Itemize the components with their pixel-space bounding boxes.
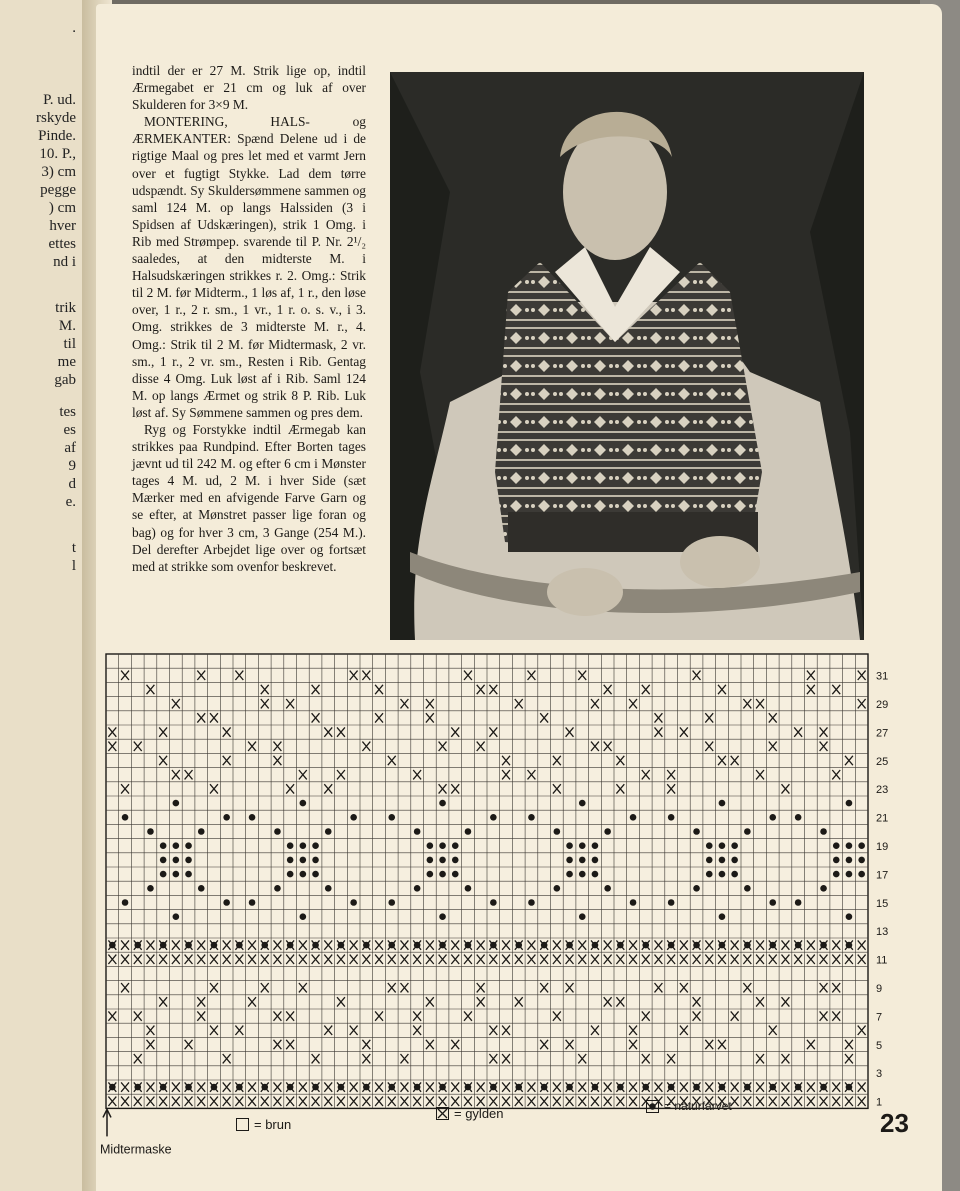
left-page-fragment: nd i: [53, 254, 76, 270]
stitch-dot: [693, 1084, 700, 1091]
stitch-dot: [109, 942, 116, 949]
left-page-fragment: af: [64, 440, 76, 456]
stitch-dot: [706, 857, 713, 864]
stitch-dot: [173, 871, 180, 878]
stitch-dot: [185, 842, 192, 849]
left-page-fragment: e.: [65, 494, 76, 510]
left-page-fragment: l: [71, 558, 76, 574]
paragraph-1: indtil der er 27 M. Strik lige op, indtil Ærmegabet er 21 cm og luk af over Skulderen for 3×9 M.: [132, 63, 366, 113]
stitch-dot: [465, 942, 472, 949]
stitch-dot: [579, 871, 586, 878]
stitch-dot: [846, 857, 853, 864]
legend-gylden-label: = gylden: [454, 1106, 504, 1121]
stitch-dot: [515, 1084, 522, 1091]
left-page-fragment: es: [63, 422, 76, 438]
stitch-dot: [300, 913, 307, 920]
left-page-fragment: tes: [59, 404, 76, 420]
row-label: 31: [876, 670, 889, 683]
left-page-fragment: Pinde.: [38, 128, 76, 144]
stitch-dot: [452, 842, 459, 849]
stitch-dot: [223, 899, 230, 906]
stitch-dot: [846, 913, 853, 920]
stitch-dot: [160, 1084, 167, 1091]
stitch-dot: [554, 828, 561, 835]
stitch-dot: [795, 814, 802, 821]
stitch-dot: [287, 1084, 294, 1091]
row-label: 7: [876, 1011, 883, 1024]
row-label: 25: [876, 755, 889, 768]
stitch-dot: [414, 942, 421, 949]
sweater-vest-photo: [390, 72, 864, 640]
stitch-dot: [566, 857, 573, 864]
stitch-dot: [604, 828, 611, 835]
stitch-dot: [642, 1084, 649, 1091]
row-label: 17: [876, 869, 889, 882]
stitch-dot: [274, 828, 281, 835]
row-label: 29: [876, 698, 889, 711]
stitch-dot: [820, 885, 827, 892]
cross-square-icon: [436, 1107, 449, 1120]
stitch-dot: [490, 814, 497, 821]
stitch-dot: [414, 1084, 421, 1091]
row-label: 21: [876, 812, 889, 825]
stitch-dot: [566, 942, 573, 949]
row-label: 3: [876, 1068, 883, 1081]
stitch-dot: [173, 857, 180, 864]
stitch-dot: [185, 871, 192, 878]
stitch-dot: [109, 1084, 116, 1091]
stitch-dot: [579, 857, 586, 864]
stitch-dot: [515, 942, 522, 949]
stitch-dot: [439, 913, 446, 920]
left-page-fragment: t: [71, 540, 76, 556]
legend-gylden: [436, 1106, 504, 1121]
stitch-dot: [642, 942, 649, 949]
stitch-dot: [236, 1084, 243, 1091]
stitch-dot: [173, 842, 180, 849]
stitch-dot: [236, 942, 243, 949]
stitch-dot: [693, 885, 700, 892]
stitch-dot: [541, 942, 548, 949]
stitch-dot: [795, 899, 802, 906]
stitch-dot: [858, 871, 865, 878]
stitch-dot: [439, 1084, 446, 1091]
start-stitch-label: Midtermaske: [100, 1142, 172, 1157]
stitch-dot: [122, 814, 129, 821]
stitch-dot: [452, 857, 459, 864]
stitch-dot: [312, 942, 319, 949]
legend-brun: [236, 1117, 291, 1132]
stitch-dot: [554, 885, 561, 892]
stitch-dot: [693, 828, 700, 835]
stitch-dot: [414, 885, 421, 892]
stitch-dot: [719, 800, 726, 807]
stitch-dot: [274, 885, 281, 892]
stitch-dot: [769, 899, 776, 906]
stitch-dot: [833, 857, 840, 864]
stitch-dot: [261, 1084, 268, 1091]
stitch-dot: [744, 1084, 751, 1091]
stitch-dot: [769, 814, 776, 821]
stitch-dot: [731, 842, 738, 849]
stitch-dot: [312, 871, 319, 878]
stitch-dot: [427, 842, 434, 849]
stitch-dot: [630, 899, 637, 906]
stitch-dot: [719, 871, 726, 878]
stitch-dot: [579, 913, 586, 920]
stitch-dot: [795, 1084, 802, 1091]
stitch-dot: [211, 942, 218, 949]
stitch-dot: [693, 942, 700, 949]
stitch-dot: [388, 899, 395, 906]
left-page-fragment: .: [72, 20, 76, 36]
stitch-dot: [287, 842, 294, 849]
stitch-dot: [465, 885, 472, 892]
stitch-dot: [719, 857, 726, 864]
article-text: [132, 62, 366, 575]
left-page-fragment: hver: [49, 218, 76, 234]
stitch-dot: [490, 1084, 497, 1091]
stitch-dot: [134, 1084, 141, 1091]
row-label: 15: [876, 897, 889, 910]
stitch-dot: [617, 1084, 624, 1091]
stitch-dot: [769, 942, 776, 949]
row-label: 11: [876, 954, 888, 967]
stitch-dot: [490, 899, 497, 906]
stitch-dot: [300, 871, 307, 878]
stitch-dot: [160, 871, 167, 878]
stitch-dot: [388, 1084, 395, 1091]
stitch-dot: [312, 842, 319, 849]
stitch-dot: [592, 871, 599, 878]
left-page-fragment: trik: [55, 300, 76, 316]
page-number: 23: [880, 1108, 909, 1138]
row-label: 1: [876, 1096, 883, 1109]
row-label: 13: [876, 926, 889, 939]
stitch-dot: [363, 942, 370, 949]
stitch-dot: [744, 828, 751, 835]
stitch-dot: [465, 1084, 472, 1091]
stitch-dot: [719, 842, 726, 849]
left-page-fragment: d: [68, 476, 76, 492]
stitch-dot: [439, 871, 446, 878]
stitch-dot: [833, 842, 840, 849]
stitch-dot: [719, 1084, 726, 1091]
left-page-fragment: 10. P.,: [39, 146, 76, 162]
stitch-dot: [820, 1084, 827, 1091]
stitch-dot: [439, 942, 446, 949]
stitch-dot: [858, 857, 865, 864]
stitch-dot: [731, 871, 738, 878]
stitch-dot: [706, 871, 713, 878]
stitch-dot: [566, 871, 573, 878]
stitch-dot: [528, 814, 535, 821]
empty-square-icon: [236, 1118, 249, 1131]
stitch-dot: [312, 1084, 319, 1091]
stitch-dot: [173, 913, 180, 920]
stitch-dot: [528, 899, 535, 906]
dot-square-icon: [646, 1100, 659, 1113]
stitch-dot: [147, 885, 154, 892]
stitch-dot: [592, 1084, 599, 1091]
stitch-dot: [846, 800, 853, 807]
stitch-dot: [579, 800, 586, 807]
stitch-dot: [820, 942, 827, 949]
stitch-dot: [325, 828, 332, 835]
stitch-dot: [147, 828, 154, 835]
left-page-fragment: 9: [68, 458, 76, 474]
legend-naturfarvet: [646, 1099, 732, 1113]
stitch-dot: [566, 842, 573, 849]
stitch-dot: [173, 800, 180, 807]
stitch-dot: [198, 828, 205, 835]
stitch-dot: [706, 842, 713, 849]
stitch-dot: [338, 942, 345, 949]
stitch-dot: [185, 942, 192, 949]
stitch-dot: [465, 828, 472, 835]
stitch-dot: [223, 814, 230, 821]
stitch-dot: [668, 814, 675, 821]
stitch-dot: [744, 885, 751, 892]
stitch-dot: [769, 1084, 776, 1091]
stitch-dot: [604, 885, 611, 892]
stitch-dot: [566, 1084, 573, 1091]
stitch-dot: [427, 857, 434, 864]
paragraph-ryg: Ryg og Forstykke indtil Ærmegab kan strikkes paa Rundpind. Efter Borten tages jævnt ud til 242 M. og efter 6 cm i Mønster tages 4 M. ud, 2 M. i hver Side (sæt Mærker med en afvigende Farve Garn og se efter, at Mønstret passer lige foran og bag) og for hver 3 cm, 3 Gange (254 M.). Del derefter Arbejdet lige over og fortsæt med at strikke som ovenfor beskrevet.: [132, 421, 366, 574]
stitch-dot: [388, 942, 395, 949]
stitch-dot: [617, 942, 624, 949]
stitch-dot: [350, 814, 357, 821]
stitch-dot: [668, 899, 675, 906]
stitch-dot: [833, 871, 840, 878]
stitch-dot: [350, 899, 357, 906]
stitch-dot: [300, 857, 307, 864]
stitch-dot: [846, 1084, 853, 1091]
left-page-fragment: 3) cm: [41, 164, 76, 180]
stitch-dot: [731, 857, 738, 864]
left-page-edge: [0, 0, 84, 1191]
photo-illustration: [390, 72, 864, 640]
stitch-dot: [160, 942, 167, 949]
stitch-dot: [846, 871, 853, 878]
stitch-dot: [261, 942, 268, 949]
stitch-dot: [719, 913, 726, 920]
stitch-dot: [858, 842, 865, 849]
stitch-dot: [592, 857, 599, 864]
stitch-dot: [300, 800, 307, 807]
row-label: 19: [876, 840, 889, 853]
stitch-dot: [388, 814, 395, 821]
stitch-dot: [427, 871, 434, 878]
stitch-dot: [490, 942, 497, 949]
left-page-fragment: til: [63, 336, 76, 352]
left-page-fragment: M.: [58, 318, 76, 334]
stitch-dot: [668, 1084, 675, 1091]
stitch-dot: [287, 857, 294, 864]
stitch-dot: [820, 828, 827, 835]
stitch-dot: [719, 942, 726, 949]
left-page-fragment: me: [57, 354, 76, 370]
stitch-dot: [185, 857, 192, 864]
left-page-fragment: rskyde: [36, 110, 76, 126]
legend-brun-label: = brun: [254, 1117, 292, 1132]
stitch-dot: [592, 842, 599, 849]
stitch-dot: [630, 814, 637, 821]
stitch-dot: [338, 1084, 345, 1091]
stitch-dot: [312, 857, 319, 864]
stitch-dot: [211, 1084, 218, 1091]
left-page-fragment: pegge: [40, 182, 76, 198]
stitch-dot: [249, 814, 256, 821]
left-page-fragment: P. ud.: [43, 92, 76, 108]
legend-naturfarvet-label: = naturfarvet: [664, 1099, 732, 1113]
stitch-dot: [134, 942, 141, 949]
stitch-dot: [439, 800, 446, 807]
stitch-dot: [592, 942, 599, 949]
stitch-dot: [579, 842, 586, 849]
stitch-dot: [439, 842, 446, 849]
stitch-dot: [122, 899, 129, 906]
stitch-dot: [160, 842, 167, 849]
stitch-dot: [452, 871, 459, 878]
stitch-dot: [439, 857, 446, 864]
stitch-dot: [541, 1084, 548, 1091]
stitch-dot: [744, 942, 751, 949]
stitch-dot: [846, 942, 853, 949]
stitch-dot: [846, 842, 853, 849]
stitch-dot: [795, 942, 802, 949]
left-page-fragment: ) cm: [48, 200, 76, 216]
stitch-dot: [325, 885, 332, 892]
stitch-dot: [185, 1084, 192, 1091]
left-page-fragment: ettes: [48, 236, 76, 252]
paragraph-montering: MONTERING, HALS- og ÆRMEKANTER: Spænd Delene ud i de rigtige Maal og pres let med et varmt Jern over et fugtigt Stykke. Lad dem tørre udspændt. Sy Skuldersømmene sammen og saml 124 M. op langs Halssiden (3 i Spidsen af Udskæringen), strik 1 Omg. i Rib med Strømpep. svarende til P. Nr. 2¹/₂ saaledes, at den midterste M. i Halsudskæringen strikkes r. 2. Omg.: Strik til 2 M. før Midterm., 1 løs af, 1 r., den løse over, 1 r., 2 r. sm., 1 vr., 1 r. o. s. v., i 3. Omg. strikkes de 3 midterste M. r., 4. Omg.: Strik til 2 M. før Midtermask, 2 vr. sm., 1 r., 2 vr. sm., Resten i Rib. Gentag disse 4 Omg. Luk løst af i Rib. Saml 124 M. op langs Ærmet og strik 8 P. Rib. Luk løst af. Sy Sømmene sammen og pres dem.: [132, 114, 366, 420]
left-page-fragment: gab: [54, 372, 76, 388]
row-label: 5: [876, 1039, 883, 1052]
stitch-dot: [249, 899, 256, 906]
stitch-dot: [287, 942, 294, 949]
row-label: 9: [876, 982, 883, 995]
row-label: 23: [876, 784, 889, 797]
stitch-dot: [414, 828, 421, 835]
stitch-dot: [300, 842, 307, 849]
stitch-dot: [668, 942, 675, 949]
stitch-dot: [287, 871, 294, 878]
row-label: 27: [876, 727, 889, 740]
stitch-dot: [363, 1084, 370, 1091]
stitch-dot: [160, 857, 167, 864]
stitch-dot: [198, 885, 205, 892]
